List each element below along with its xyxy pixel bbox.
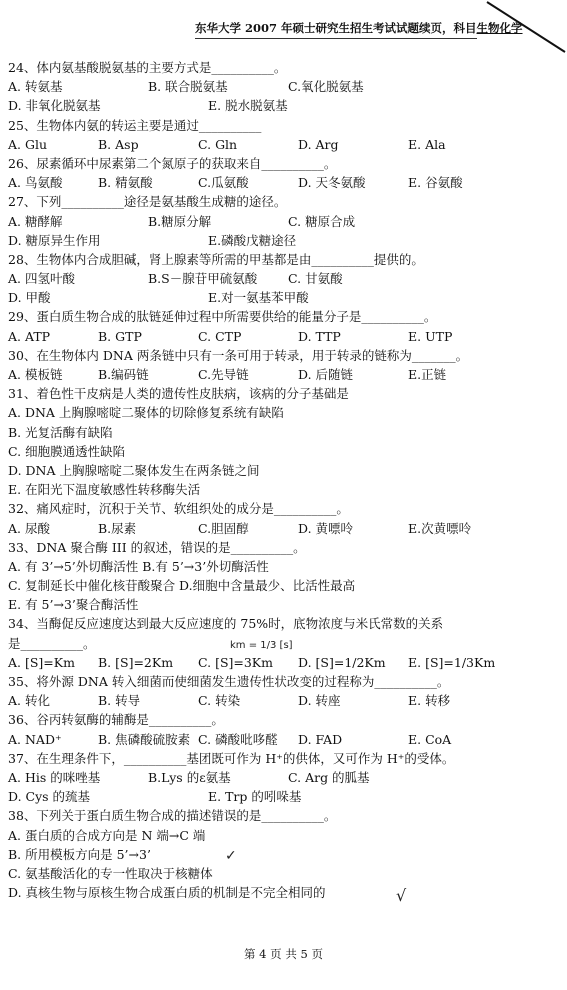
answer-option[interactable]: B.Lys 的ε氨基 bbox=[148, 769, 231, 785]
answer-option[interactable]: B.尿素 bbox=[98, 520, 137, 536]
question-line: A. DNA 上胸腺嘧啶二聚体的切除修复系统有缺陷 bbox=[8, 405, 284, 421]
option-row bbox=[8, 77, 548, 96]
answer-option[interactable]: C.先导链 bbox=[198, 367, 249, 382]
answer-option[interactable]: E. CoA bbox=[408, 731, 452, 747]
answer-option[interactable]: A. NAD⁺ bbox=[8, 731, 62, 747]
question-q24 bbox=[8, 58, 548, 116]
option-row bbox=[8, 365, 548, 384]
question-line: C. 细胞膜通透性缺陷 bbox=[8, 443, 126, 459]
question-line: E. 有 5’→3’聚合酶活性 bbox=[8, 597, 139, 613]
question-stem: 37、在生理条件下，__________基团既可作为 H⁺的供体，又可作为 H⁺的受体。 bbox=[8, 750, 455, 766]
question-stem: 33、DNA 聚合酶 III 的叙述，错误的是__________。 bbox=[8, 539, 306, 555]
question-line: 是__________。 bbox=[8, 635, 96, 651]
answer-option[interactable]: E. 脱水脱氨基 bbox=[208, 98, 288, 114]
answer-option[interactable]: A. 模板链 bbox=[8, 367, 63, 382]
answer-option[interactable]: B. 焦磷酸硫胺素 bbox=[98, 731, 191, 747]
question-line: D. DNA 上胸腺嘧啶二聚体发生在两条链之间 bbox=[8, 462, 260, 478]
question-q37 bbox=[8, 749, 548, 807]
question-stem: 36、谷丙转氨酶的辅酶是__________。 bbox=[8, 712, 224, 728]
answer-option[interactable]: B.糖原分解 bbox=[148, 213, 212, 229]
answer-option[interactable]: E.对一氨基苯甲酸 bbox=[208, 290, 309, 306]
answer-option[interactable]: C. 转染 bbox=[198, 693, 241, 709]
check-mark-q38-b: ✓ bbox=[225, 848, 237, 864]
answer-option[interactable]: D. 转座 bbox=[298, 693, 341, 709]
answer-option[interactable]: E. 转移 bbox=[408, 693, 451, 709]
option-row bbox=[8, 730, 548, 749]
answer-option[interactable]: D. Cys 的巯基 bbox=[8, 789, 91, 805]
question-line: C. 复制延长中催化核苷酸聚合 D.细胞中含量最少、比活性最高 bbox=[8, 578, 356, 594]
answer-option[interactable]: E.正链 bbox=[408, 367, 447, 382]
answer-option[interactable]: C.胆固醇 bbox=[198, 520, 249, 536]
question-q33 bbox=[8, 538, 548, 615]
answer-option[interactable]: D. 甲酸 bbox=[8, 290, 51, 306]
option-row bbox=[8, 269, 548, 288]
answer-option[interactable]: D. [S]=1/2Km bbox=[298, 654, 386, 670]
option-row bbox=[8, 96, 548, 115]
question-line: E. 在阳光下温度敏感性转移酶失活 bbox=[8, 482, 201, 498]
question-line: B. 光复活酶有缺陷 bbox=[8, 424, 113, 440]
answer-option[interactable]: A. 鸟氨酸 bbox=[8, 175, 63, 191]
question-stem: 35、将外源 DNA 转入细菌而使细菌发生遗传性状改变的过程称为__________。 bbox=[8, 674, 450, 689]
question-q27 bbox=[8, 192, 548, 250]
answer-option[interactable]: D. 天冬氨酸 bbox=[298, 175, 366, 191]
question-line: A. 蛋白质的合成方向是 N 端→C 端 bbox=[8, 827, 206, 843]
answer-option[interactable]: A. 转氨基 bbox=[8, 79, 63, 95]
option-row bbox=[8, 327, 548, 346]
header-subject: 生物化学 bbox=[476, 21, 523, 35]
answer-option[interactable]: A. 糖酵解 bbox=[8, 213, 63, 229]
question-q29 bbox=[8, 307, 548, 345]
answer-option[interactable]: E. [S]=1/3Km bbox=[408, 654, 496, 670]
question-q26 bbox=[8, 154, 548, 192]
answer-option[interactable]: A. ATP bbox=[8, 328, 51, 344]
answer-option[interactable]: A. 尿酸 bbox=[8, 520, 50, 536]
answer-option[interactable]: D. TTP bbox=[298, 328, 341, 344]
answer-option[interactable]: C. 糖原合成 bbox=[288, 213, 356, 229]
option-row bbox=[8, 787, 548, 806]
option-row bbox=[8, 519, 548, 538]
corner-pen-stroke bbox=[477, 0, 567, 55]
question-q28 bbox=[8, 250, 548, 308]
answer-option[interactable]: C.瓜氨酸 bbox=[198, 175, 249, 191]
answer-option[interactable]: D. 糖原异生作用 bbox=[8, 232, 101, 248]
question-q32 bbox=[8, 499, 548, 537]
page-footer: 第 4 页 共 5 页 bbox=[244, 947, 323, 961]
answer-option[interactable]: A. [S]=Km bbox=[8, 654, 75, 670]
question-stem: 25、生物体内氨的转运主要是通过__________ bbox=[8, 117, 262, 133]
question-line: A. 有 3’→5’外切酶活性 B.有 5’→3’外切酶活性 bbox=[8, 558, 269, 574]
question-q35 bbox=[8, 672, 548, 710]
answer-option[interactable]: D. FAD bbox=[298, 731, 343, 747]
answer-option[interactable]: E.次黄嘌呤 bbox=[408, 520, 472, 536]
answer-option[interactable]: E. Trp 的吲哚基 bbox=[208, 789, 302, 805]
question-stem: 26、尿素循环中尿素第二个氮原子的获取来自__________。 bbox=[8, 155, 337, 171]
option-row bbox=[8, 288, 548, 307]
answer-option[interactable]: B. 联合脱氨基 bbox=[148, 79, 228, 95]
question-q31 bbox=[8, 384, 548, 499]
answer-option[interactable]: C. [S]=3Km bbox=[198, 654, 273, 670]
answer-option[interactable]: C. 磷酸吡哆醛 bbox=[198, 731, 278, 747]
option-row bbox=[8, 691, 548, 710]
question-line: C. 氨基酸活化的专一性取决于核糖体 bbox=[8, 865, 213, 881]
answer-option[interactable]: C.氧化脱氨基 bbox=[288, 79, 364, 95]
option-row bbox=[8, 768, 548, 787]
answer-option[interactable]: D. 非氧化脱氨基 bbox=[8, 98, 101, 114]
answer-option[interactable]: C. CTP bbox=[198, 328, 242, 344]
question-q25 bbox=[8, 116, 548, 154]
answer-option[interactable]: E. Ala bbox=[408, 136, 446, 152]
answer-option[interactable]: B.S－腺苷甲硫氨酸 bbox=[148, 271, 258, 287]
answer-option[interactable]: B. GTP bbox=[98, 328, 142, 344]
question-q38 bbox=[8, 806, 548, 902]
answer-option[interactable]: B. [S]=2Km bbox=[98, 654, 174, 670]
answer-option[interactable]: D. Arg bbox=[298, 136, 339, 152]
answer-option[interactable]: A. His 的咪唑基 bbox=[8, 769, 101, 785]
answer-option[interactable]: B. 转导 bbox=[98, 693, 141, 709]
check-mark-q38-d: √ bbox=[396, 886, 407, 905]
option-row bbox=[8, 231, 548, 250]
question-stem: 38、下列关于蛋白质生物合成的描述错误的是__________。 bbox=[8, 808, 337, 824]
question-q30 bbox=[8, 346, 548, 384]
option-row bbox=[8, 173, 548, 192]
question-stem: 34、当酶促反应速度达到最大反应速度的 75%时，底物浓度与米氏常数的关系 bbox=[8, 616, 444, 632]
page-header bbox=[195, 20, 523, 39]
answer-option[interactable]: B. 精氨酸 bbox=[98, 175, 153, 191]
question-stem: 29、蛋白质生物合成的肽链延伸过程中所需要供给的能量分子是__________。 bbox=[8, 309, 437, 325]
answer-option[interactable]: A. 四氢叶酸 bbox=[8, 271, 75, 287]
answer-option[interactable]: C. Arg 的胍基 bbox=[288, 769, 370, 785]
option-row bbox=[8, 135, 548, 154]
answer-option[interactable]: A. 转化 bbox=[8, 693, 50, 709]
answer-option[interactable]: B.编码链 bbox=[98, 367, 149, 382]
answer-option[interactable]: E. 谷氨酸 bbox=[408, 175, 463, 191]
question-list bbox=[8, 58, 548, 902]
question-stem: 32、痛风症时，沉积于关节、软组织处的成分是__________。 bbox=[8, 501, 349, 517]
question-stem: 28、生物体内合成胆碱，肾上腺素等所需的甲基都是由__________提供的。 bbox=[8, 251, 424, 267]
option-row bbox=[8, 653, 548, 672]
answer-option[interactable]: D. 黄嘌呤 bbox=[298, 520, 354, 536]
question-q36 bbox=[8, 710, 548, 748]
question-stem: 27、下列__________途径是氨基酸生成糖的途径。 bbox=[8, 194, 287, 210]
question-stem: 30、在生物体内 DNA 两条链中只有一条可用于转录，用于转录的链称为_______。 bbox=[8, 347, 469, 363]
question-stem: 24、体内氨基酸脱氨基的主要方式是__________。 bbox=[8, 60, 287, 75]
option-row bbox=[8, 212, 548, 231]
answer-option[interactable]: A. Glu bbox=[8, 136, 48, 152]
answer-option[interactable]: C. Gln bbox=[198, 136, 238, 152]
question-line: D. 真核生物与原核生物合成蛋白质的机制是不完全相同的 bbox=[8, 885, 326, 901]
question-stem: 31、着色性干皮病是人类的遗传性皮肤病，该病的分子基础是 bbox=[8, 386, 349, 402]
question-line: B. 所用模板方向是 5’→3’ bbox=[8, 846, 151, 862]
answer-option[interactable]: E. UTP bbox=[408, 328, 453, 344]
answer-option[interactable]: C. 甘氨酸 bbox=[288, 271, 343, 287]
answer-option[interactable]: D. 后随链 bbox=[298, 367, 354, 382]
handwritten-note-q34: km = 1/3 [s] bbox=[230, 640, 293, 651]
answer-option[interactable]: E.磷酸戊糖途径 bbox=[208, 232, 297, 248]
answer-option[interactable]: B. Asp bbox=[98, 136, 139, 152]
header-title: 东华大学 2007 年硕士研究生招生考试试题续页，科目 bbox=[195, 21, 477, 35]
